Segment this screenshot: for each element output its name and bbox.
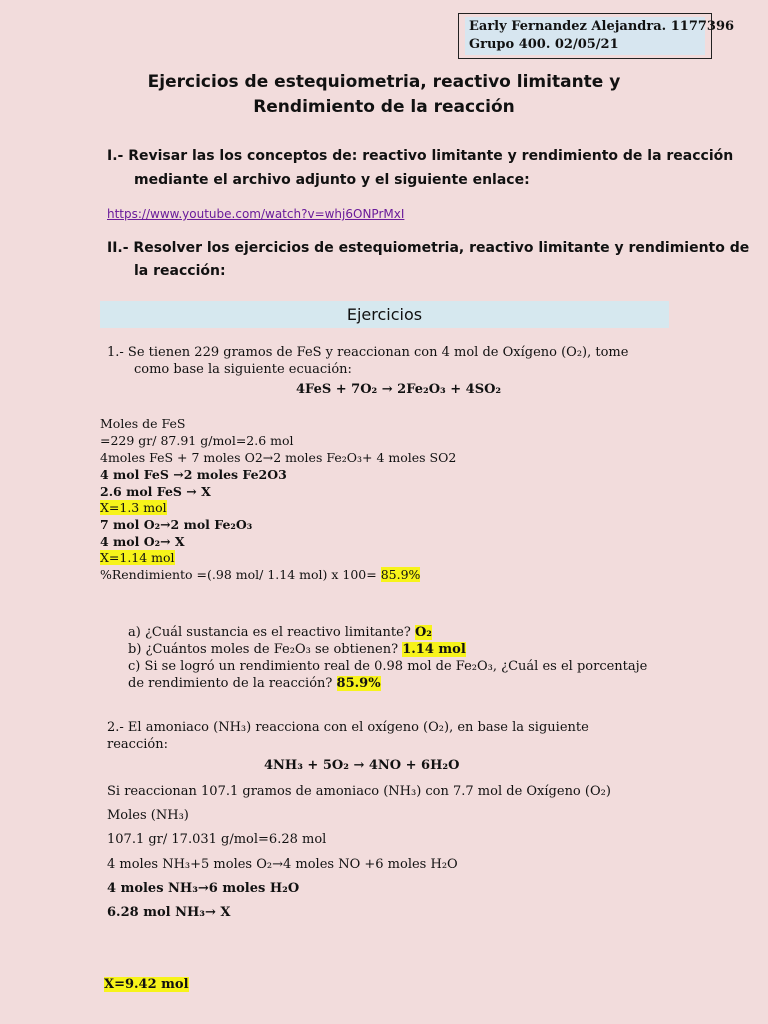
ex1-question-b: b) ¿Cuántos moles de Fe₂O₃ se obtienen?	[128, 642, 399, 657]
section1-line2: mediante el archivo adjunto y el siguiente enlace:	[134, 172, 530, 188]
ex1-x1-result: X=1.3 mol	[100, 500, 167, 515]
student-group-date: Grupo 400. 02/05/21	[469, 37, 619, 52]
ex1-work-line: =229 gr/ 87.91 g/mol=2.6 mol	[100, 433, 294, 448]
page-title-line1: Ejercicios de estequiometria, reactivo limitante y	[147, 72, 621, 92]
ex1-work-line: 7 mol O₂→2 mol Fe₂O₃	[100, 517, 253, 532]
ex1-work-line: 2.6 mol FeS → X	[100, 484, 211, 499]
ex1-rendimiento-text: %Rendimiento =(.98 mol/ 1.14 mol) x 100=	[100, 567, 377, 582]
ex1-answer-b: 1.14 mol	[402, 642, 466, 657]
section2-line1: II.- Resolver los ejercicios de estequiometria, reactivo limitante y rendimiento de	[107, 240, 750, 256]
student-name: Early Fernandez Alejandra. 1177396	[469, 19, 735, 34]
ex2-equation: 4NH₃ + 5O₂ → 4NO + 6H₂O	[264, 758, 460, 773]
ex1-statement-line2: como base la siguiente ecuación:	[134, 362, 352, 377]
ex2-statement-line1: 2.- El amoniaco (NH₃) reacciona con el oxígeno (O₂), en base la siguiente	[107, 720, 589, 735]
ex1-work-line: Moles de FeS	[100, 416, 186, 431]
ex1-equation: 4FeS + 7O₂ → 2Fe₂O₃ + 4SO₂	[296, 382, 502, 397]
ex1-question-a: a) ¿Cuál sustancia es el reactivo limitante?	[128, 625, 411, 640]
ex1-answer-a: O₂	[414, 625, 432, 640]
ex1-work-line: 4 mol O₂→ X	[100, 534, 185, 549]
student-info-highlight	[465, 17, 735, 55]
section1-line1: I.- Revisar las los conceptos de: reactivo limitante y rendimiento de la reacción	[107, 148, 734, 164]
ex1-rendimiento-value: 85.9%	[380, 567, 421, 582]
ex2-work-line: 107.1 gr/ 17.031 g/mol=6.28 mol	[107, 832, 327, 847]
ex2-work-line: 6.28 mol NH₃→ X	[107, 905, 231, 920]
ex1-question-c-line2: de rendimiento de la reacción?	[128, 676, 333, 691]
ex1-x2-result: X=1.14 mol	[100, 550, 175, 565]
ex1-work-line: 4moles FeS + 7 moles O2→2 moles Fe₂O₃+ 4 moles SO2	[100, 450, 457, 465]
youtube-link[interactable]: https://www.youtube.com/watch?v=whj6ONPrMxI	[107, 207, 405, 221]
ex1-answer-c: 85.9%	[336, 676, 381, 691]
ex1-statement-line1: 1.- Se tienen 229 gramos de FeS y reaccionan con 4 mol de Oxígeno (O₂), tome	[107, 345, 629, 360]
ejercicios-heading: Ejercicios	[100, 301, 669, 328]
ex2-work-line: 4 moles NH₃→6 moles H₂O	[107, 881, 300, 896]
page-title-line2: Rendimiento de la reacción	[253, 97, 515, 117]
ex1-work-line: 4 mol FeS →2 moles Fe2O3	[100, 467, 287, 482]
section2-line2: la reacción:	[134, 263, 226, 279]
ex1-question-c-line1: c) Si se logró un rendimiento real de 0.98 mol de Fe₂O₃, ¿Cuál es el porcentaje	[128, 659, 648, 674]
ex2-x-result: X=9.42 mol	[104, 977, 189, 992]
ex2-work-line: Moles (NH₃)	[107, 808, 189, 823]
ex2-work-line: Si reaccionan 107.1 gramos de amoniaco (NH₃) con 7.7 mol de Oxígeno (O₂)	[107, 784, 611, 799]
ex2-work-line: 4 moles NH₃+5 moles O₂→4 moles NO +6 moles H₂O	[107, 857, 458, 872]
ex2-statement-line2: reacción:	[107, 737, 168, 752]
student-info-box	[458, 13, 735, 59]
